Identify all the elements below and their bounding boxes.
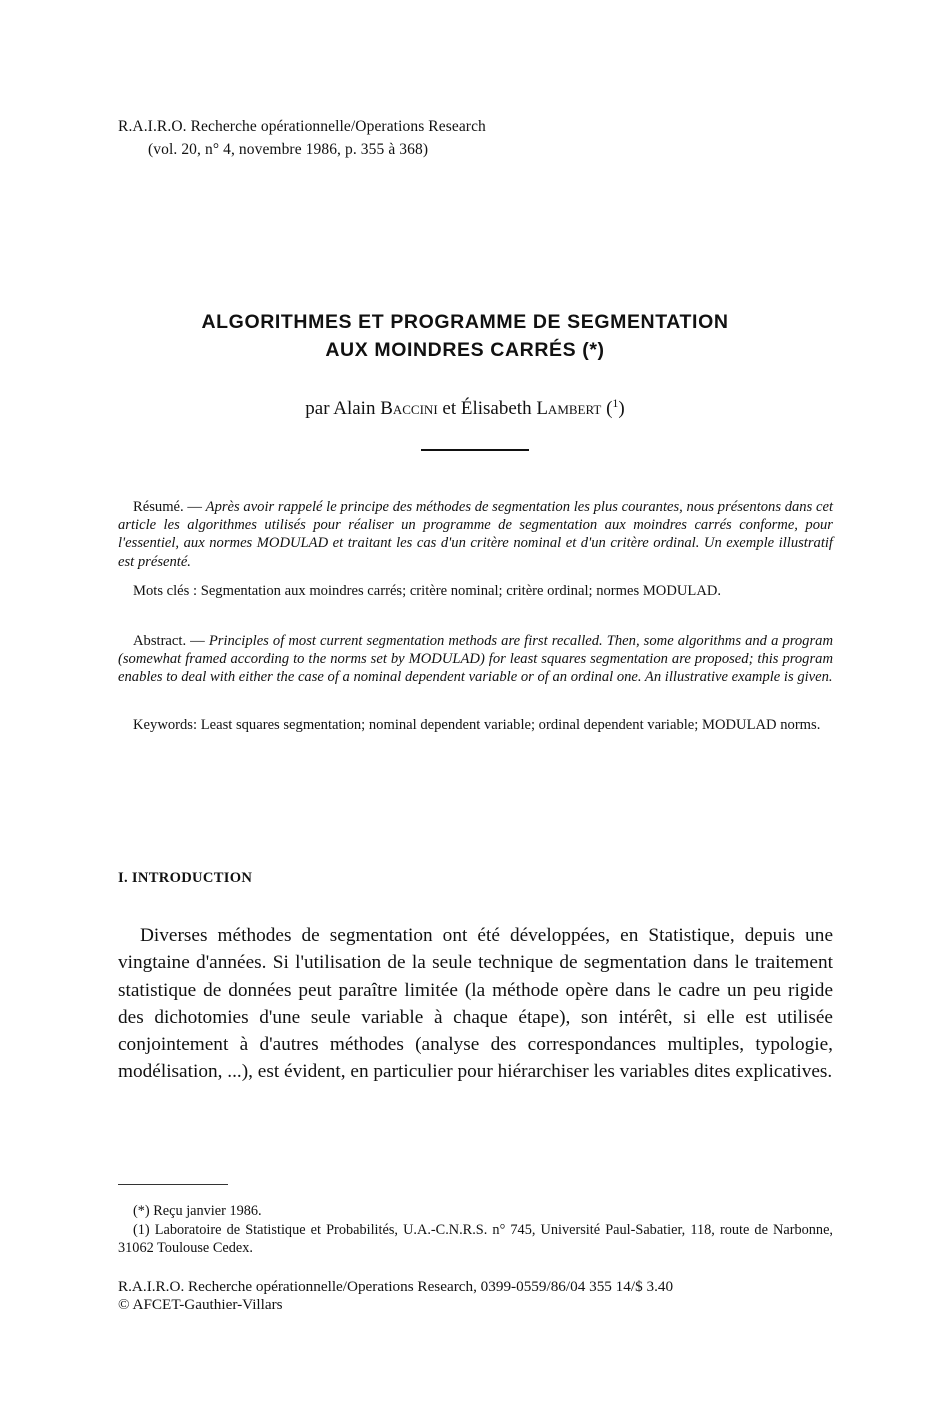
author-1-surname: Baccini [380, 398, 438, 419]
title-divider [421, 449, 529, 451]
paper-title-line-2: AUX MOINDRES CARRÉS (*) [325, 339, 605, 361]
resume-label: Résumé. — [133, 499, 206, 515]
footnote-1-text: Reçu janvier 1986. [149, 1203, 262, 1219]
mots-cles-label: Mots clés : [133, 583, 201, 599]
mots-cles-text: Segmentation aux moindres carrés; critère nominal; critère ordinal; normes MODULAD. [200, 583, 722, 599]
footnote-2-text: Laboratoire de Statistique et Probabilités, U.A.-C.N.R.S. n° 745, Université Paul-Sabatier, 118, route de Narbonne, 31062 Toulouse Cedex. [118, 1222, 833, 1256]
paper-title-line-1: ALGORITHMES ET PROGRAMME DE SEGMENTATION [201, 311, 729, 333]
footnote-2-marker: (1) [133, 1222, 150, 1238]
footer-citation-line: R.A.I.R.O. Recherche opérationnelle/Operations Research, 0399-0559/86/04 355 14/$ 3.40 [118, 1278, 674, 1295]
keywords-paragraph [118, 716, 833, 734]
footnote-1-marker: (*) [133, 1203, 150, 1219]
resume-text: Après avoir rappelé le principe des méthodes de segmentation les plus courantes, nous présentons dans cet article les algorithmes utilisés pour réaliser un programme de segmentation aux moindres carrés conforme, pour l'essentiel, aux normes MODULAD et traitant les cas d'un critère nominal et d'un critère ordinal. Un exemple illustratif est présenté. [118, 499, 833, 570]
footnote-1 [118, 1203, 833, 1221]
footer-copyright-line: © AFCET-Gauthier-Villars [118, 1296, 283, 1313]
authors-prefix: par Alain [305, 398, 381, 419]
abstract-label: Abstract. — [133, 633, 209, 649]
authors-line: par Alain Baccini et Élisabeth Lambert ($^1$) [305, 396, 625, 419]
footnote-2 [118, 1222, 833, 1257]
keywords-label: Keywords: [133, 717, 201, 733]
journal-citation-line: R.A.I.R.O. Recherche opérationnelle/Operations Research [118, 118, 486, 135]
authors-connector: et Élisabeth [437, 398, 537, 419]
resume-paragraph [118, 498, 833, 571]
footnote-divider [118, 1184, 228, 1185]
intro-paragraph: Diverses méthodes de segmentation ont été développées, en Statistique, depuis une vingtaine d'années. Si l'utilisation de la seule technique de segmentation dans le traitement statistique de données peut paraître limitée (la méthode opère dans le cadre un peu rigide des dichotomies d'une seule variable à chaque étape), son intérêt, si elle est utilisée conjointement à d'autres méthodes (analyse des correspondances multiples, typologie, modélisation, ...), est évident, en particulier pour hiérarchiser les variables dites explicatives. [118, 925, 833, 1083]
section-heading: I. INTRODUCTION [118, 870, 253, 886]
journal-volume-line: (vol. 20, n° 4, novembre 1986, p. 355 à 368) [148, 141, 429, 158]
keywords-text: Least squares segmentation; nominal dependent variable; ordinal dependent variable; MODULAD norms. [200, 717, 821, 733]
author-footnote-ref: 1 [612, 396, 619, 410]
abstract-paragraph [118, 632, 833, 687]
mots-cles-paragraph [118, 582, 833, 600]
author-2-surname: Lambert [536, 398, 602, 419]
abstract-text: Principles of most current segmentation methods are first recalled. Then, some algorithms and a program (somewhat framed according to the norms set by MODULAD) for least squares segmentation are proposed; this program enables to deal with either the case of a nominal dependent variable or of an ordinal one. An illustrative example is given. [118, 633, 833, 686]
